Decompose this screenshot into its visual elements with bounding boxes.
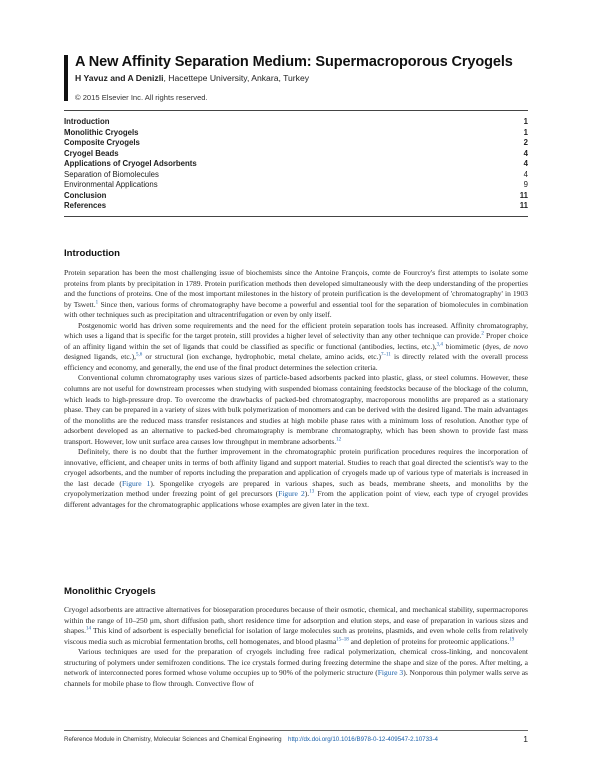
- toc-entry-page: 11: [519, 190, 528, 200]
- author-names: H Yavuz and A Denizli: [75, 73, 164, 83]
- table-of-contents: [64, 110, 528, 217]
- toc-entry-page: 1: [523, 127, 528, 137]
- citation[interactable]: 14: [86, 626, 92, 632]
- toc-entry-label: Cryogel Beads: [64, 148, 119, 158]
- text-run: is directly related with the overall process efficiency and economy, and generally, the end use of the final product determines the selection criteria.: [64, 352, 528, 372]
- citation[interactable]: 12: [336, 437, 342, 443]
- monolithic-body: [64, 605, 528, 689]
- toc-entry-label: Introduction: [64, 117, 110, 126]
- figure-1-link[interactable]: Figure 1: [121, 478, 151, 488]
- article-title: A New Affinity Separation Medium: Supermacroporous Cryogels: [75, 54, 513, 70]
- toc-entry-page: 4: [523, 159, 528, 168]
- citation[interactable]: 7–11: [380, 352, 391, 358]
- citation[interactable]: 1: [95, 300, 99, 306]
- toc-entry[interactable]: [64, 170, 528, 181]
- text-run: Definitely, there is no doubt that the further improvement in the chromatographic protein purification procedures requires the incorporation of innovative, efficient, and cheaper units in terms of both affinity ligand and support material. Studies to reach that goal directed the scientist's way to the cryogel adsorbents, and the number of reports including the preparation and application of cryogels made up of various type of materials is increased in the last decade (: [64, 447, 528, 488]
- mono-paragraph-2: [64, 647, 528, 689]
- citation[interactable]: 19: [509, 637, 515, 643]
- toc-entry[interactable]: [64, 201, 528, 212]
- toc-entry[interactable]: [64, 191, 528, 202]
- toc-entry-label: Conclusion: [64, 190, 107, 200]
- toc-entry-label: Applications of Cryogel Adsorbents: [64, 159, 197, 168]
- footer-rule: [64, 730, 528, 731]
- toc-entry-page: 1: [523, 117, 528, 126]
- toc-entry-label: Environmental Applications: [64, 180, 158, 189]
- text-run: Various techniques are used for the preparation of cryogels including free radical polymerization, chemical cross-linking, and noncovalent structuring of polymers under semifrozen conditions. The ice crystals formed during freezing determine the shape and size of the pores. After melting, a network of interconnected pores formed whose volume occupies up to 90% of the polymeric structure (: [64, 647, 528, 678]
- text-run: biomimetic (dyes,: [442, 341, 504, 351]
- toc-entry[interactable]: [64, 138, 528, 149]
- toc-entry[interactable]: [64, 159, 528, 170]
- text-run: Protein separation has been the most challenging issue of biochemists since the Antoine François, comte de Fourcroy's first attempts to isolate some proteins from plants by precipitation in 1789. Protein purification methods then developed simultaneously with the deep understanding of the properties and the functions of proteins. One of the most important milestones in the history of protein purification is the development of 'chromatography' in 1903 by Tswett.: [64, 268, 528, 309]
- toc-entry-label: References: [64, 201, 107, 210]
- text-run: and depletion of proteins for proteomic applications.: [348, 636, 510, 646]
- intro-paragraph-2: [64, 321, 528, 374]
- authors-line: [75, 73, 309, 83]
- citation[interactable]: 2: [481, 331, 484, 337]
- toc-entry-label: Composite Cryogels: [64, 138, 140, 147]
- toc-entry-page: 2: [523, 138, 528, 147]
- page-number: 1: [523, 734, 528, 744]
- text-run: Conventional column chromatography uses various sizes of particle-based adsorbents packed into plastic, glass, or steel columns. However, these columns are not useful for downstream processes when studying with suspended biomass containing feedstocks because of the blockage of the column, which leads to high-pressure drop. To overcome the drawbacks of packed-bed chromatography, macroporous monoliths are prepared as a stationary phase. They can be prepared in a variety of sizes with bulk polymerization of monomers and can be derived with the desired ligand. The main advantages of the monoliths are the reduced mass transfer resistances and studies at high mobile phase rates with a minimum loss of resolution. Another type of adsorbent developed as an alternative to packed-bed chromatography is membrane chromatography, which has been shown to provide fast mass transport. However, low unit surface area causes low throughput in membrane adsorbents.: [64, 373, 528, 446]
- toc-entry-label: Monolithic Cryogels: [64, 127, 139, 137]
- text-run: Postgenomic world has driven some requirements and the need for the efficient protein separation tools has increased. Affinity chromatography, which uses a ligand that is specific for the target protein, still provides a higher level of selectivity than any other technique can provide.: [64, 320, 528, 341]
- toc-entry-label: Separation of Biomolecules: [64, 169, 159, 179]
- toc-entry[interactable]: [64, 149, 528, 160]
- text-run: Since then, various forms of chromatography have become a powerful and essential tool for the separation of biomolecules in combination with other techniques such as precipitation and ultracentrifugation or even by only itself.: [64, 299, 528, 320]
- toc-entry-page: 4: [523, 148, 528, 158]
- intro-paragraph-1: [64, 268, 528, 321]
- text-run: Proper choice of an affinity ligand within the set of ligands that could be classified as specific or functional (antibodies, lectins, etc.),: [64, 331, 528, 351]
- title-accent-bar: [64, 55, 68, 101]
- heading-monolithic-cryogels: Monolithic Cryogels: [64, 586, 156, 597]
- toc-entry[interactable]: [64, 180, 528, 191]
- introduction-body: [64, 268, 528, 511]
- toc-entry-page: 11: [519, 201, 528, 210]
- footer-doi-link[interactable]: http://dx.doi.org/10.1016/B978-0-12-409547-2.10733-4: [288, 736, 438, 743]
- toc-entry-page: 4: [523, 169, 528, 179]
- text-run: From the application point of view, each type of cryogel provides different advantages for the chromatographic applications whose examples are given later in the text.: [64, 489, 528, 510]
- citation[interactable]: 13: [309, 489, 315, 495]
- copyright-notice: © 2015 Elsevier Inc. All rights reserved.: [75, 93, 208, 102]
- text-run: ). Spongelike cryogels are prepared in various shapes, such as beads, membrane sheets, and monoliths by the cryopolymerization method under freezing point of gel precursors (: [64, 478, 528, 499]
- toc-entry[interactable]: [64, 117, 528, 128]
- text-run: ).: [304, 489, 310, 499]
- text-run: designed ligands, etc.),: [64, 352, 136, 362]
- footer-publication: Reference Module in Chemistry, Molecular Sciences and Chemical Engineering: [64, 736, 282, 743]
- text-run: This kind of adsorbent is especially beneficial for isolation of large molecules such as proteins, plasmids, and even whole cells from relatively viscous media such as microbial fermentation broths, cell homogenates, and blood plasma: [64, 626, 528, 646]
- text-run: ). Nonporous thin polymer walls serve as channels for mobile phase to flow through. Convective flow of: [64, 668, 528, 688]
- citation[interactable]: 5,6: [135, 352, 143, 358]
- intro-paragraph-3: [64, 373, 528, 447]
- toc-entry-page: 9: [523, 180, 528, 189]
- citation[interactable]: 15–18: [336, 637, 349, 643]
- text-run: or structural (ion exchange, hydrophobic, metal chelate, amino acids, etc.): [142, 352, 381, 362]
- text-run-italic: de novo: [503, 341, 528, 351]
- mono-paragraph-1: [64, 605, 528, 647]
- text-run: Cryogel adsorbents are attractive alternatives for bioseparation procedures because of their osmotic, chemical, and mechanical stability, supermacropores within the range of 10–250 μm, short diffusion path, short residence time for adsorption and elution steps, and ease of preparation in various sizes and shapes.: [64, 605, 528, 636]
- citation[interactable]: 3,4: [436, 342, 443, 348]
- heading-introduction: Introduction: [64, 248, 120, 259]
- figure-2-link[interactable]: Figure 2: [278, 489, 305, 499]
- toc-entry[interactable]: [64, 128, 528, 139]
- affiliation: , Hacettepe University, Ankara, Turkey: [163, 73, 310, 83]
- figure-3-link[interactable]: Figure 3: [377, 668, 404, 678]
- intro-paragraph-4: [64, 447, 528, 510]
